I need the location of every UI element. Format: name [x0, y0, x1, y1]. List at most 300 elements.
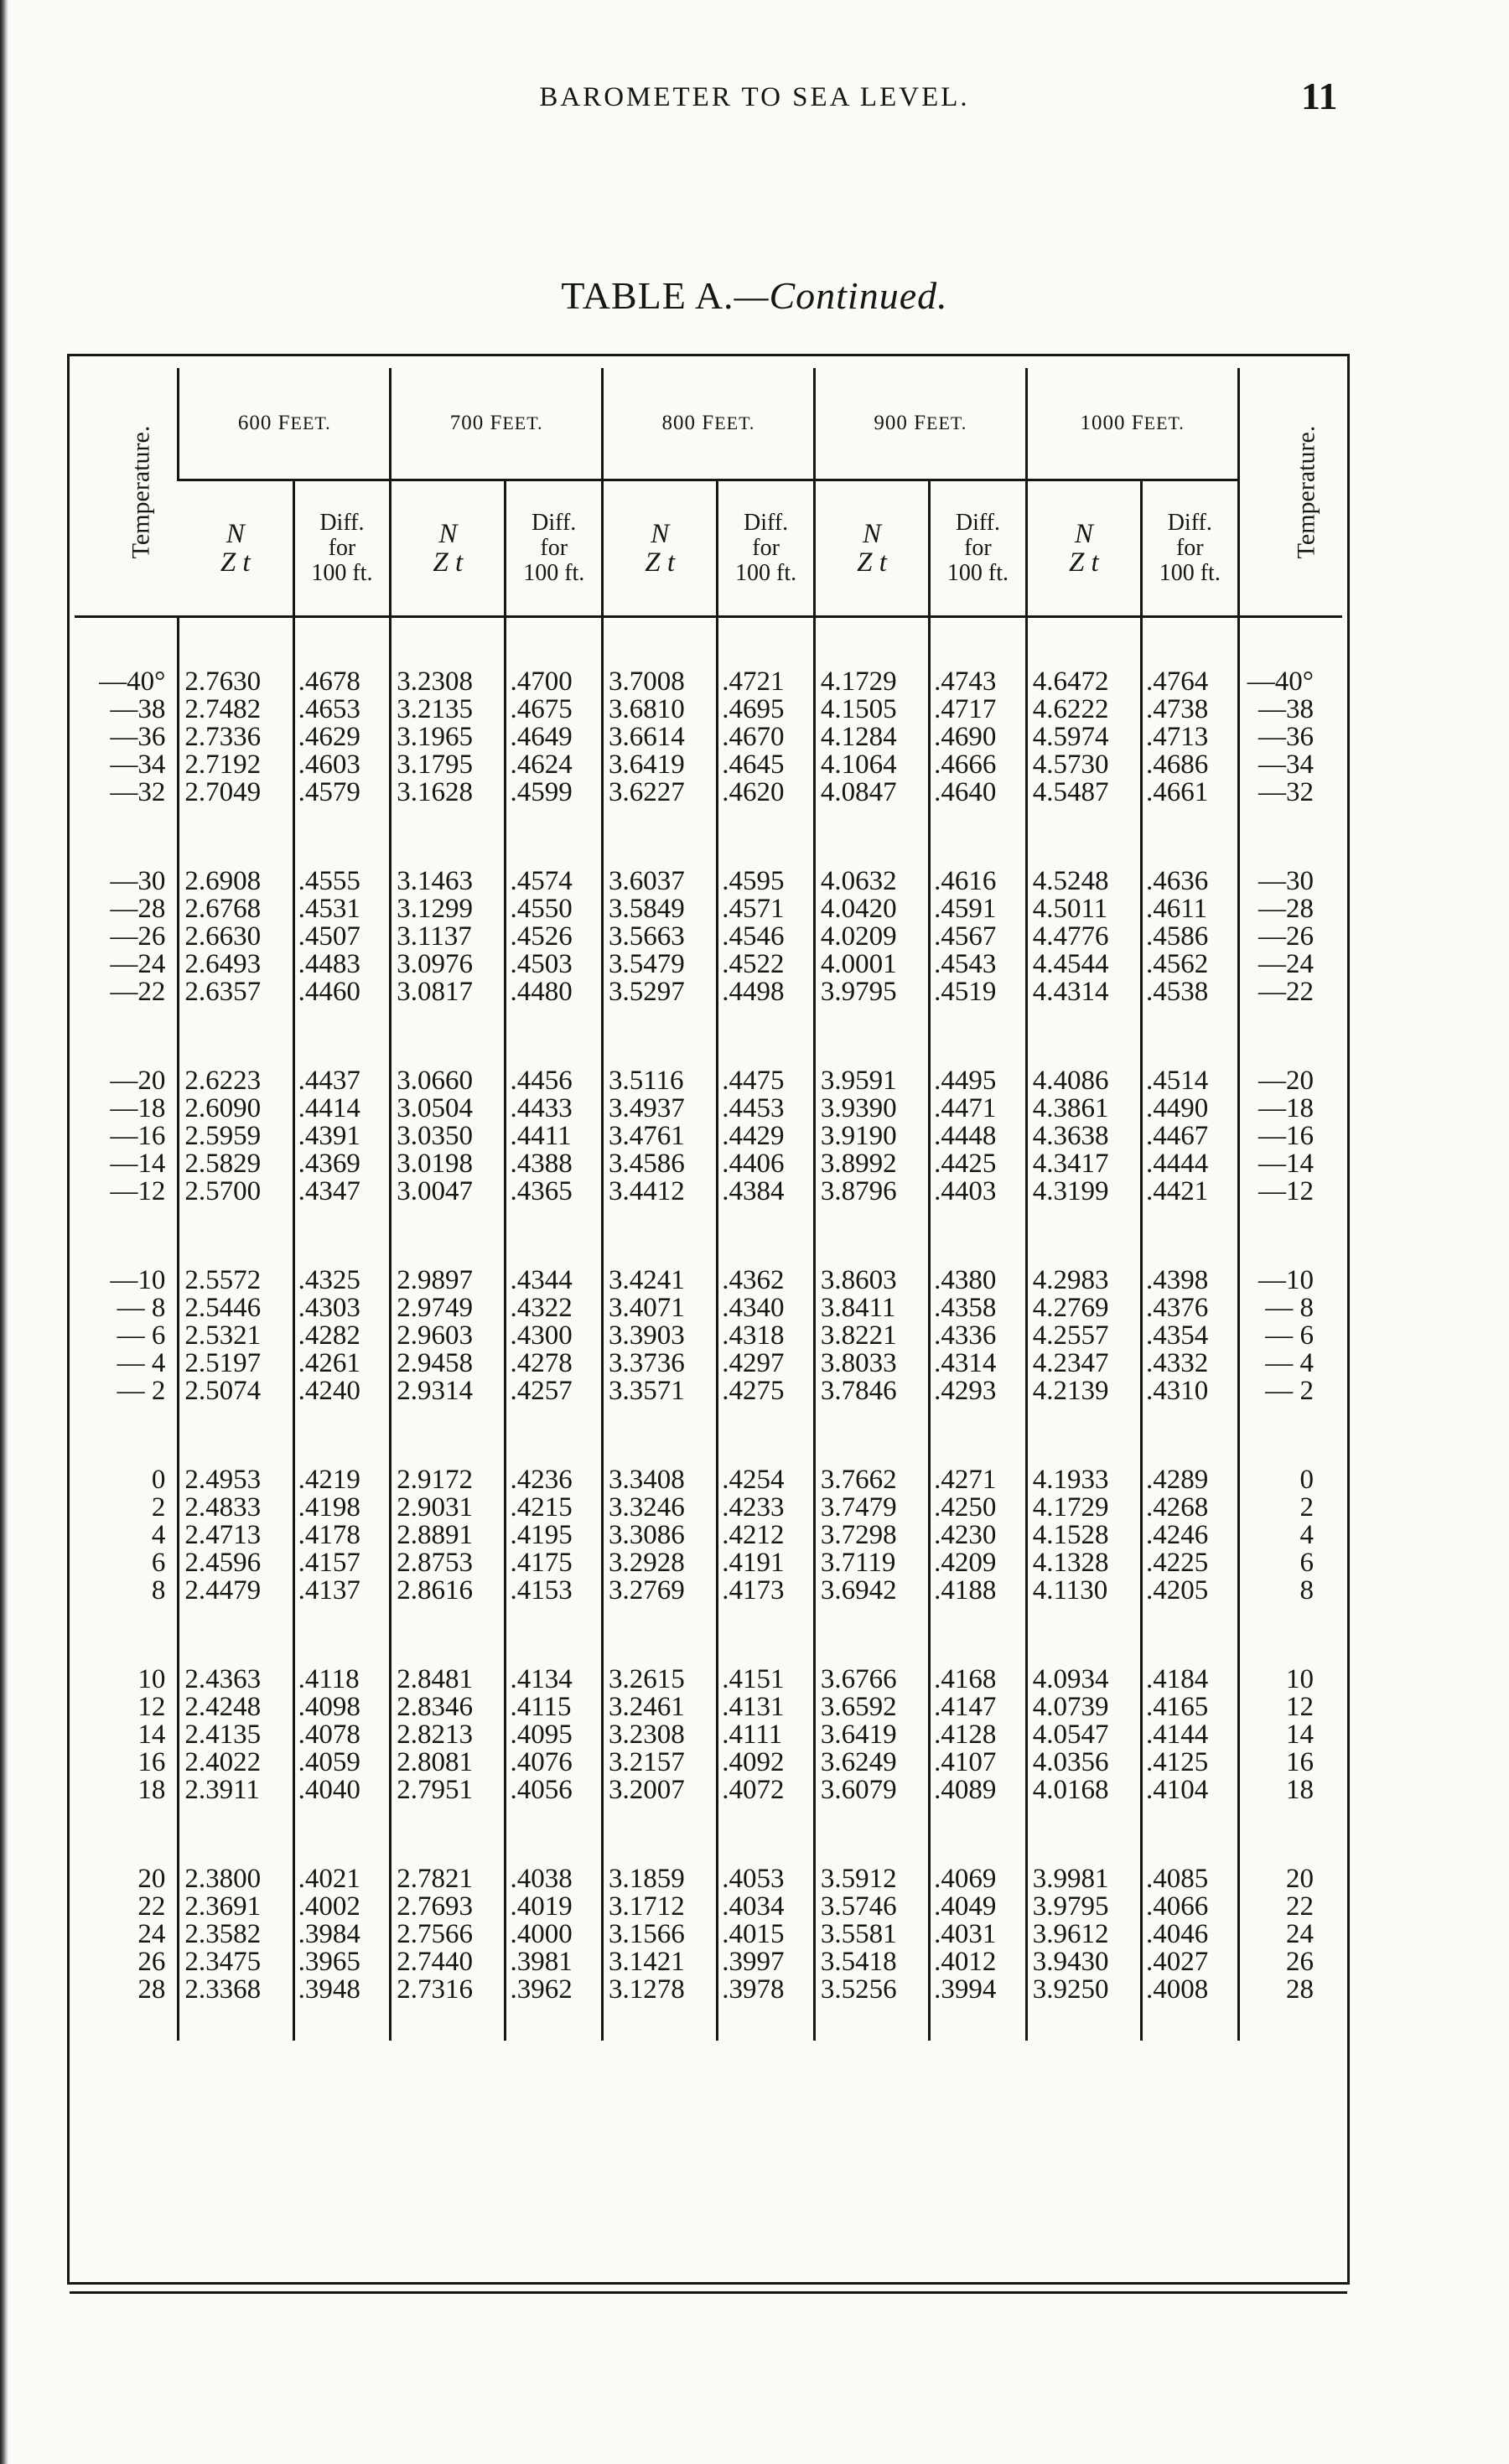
temperature-cell-left: 20	[137, 1864, 166, 1894]
spacer-cell	[506, 1405, 603, 1466]
subheader-row	[75, 480, 1342, 617]
n-over-zt-cell: 3.2461	[603, 1694, 718, 1721]
n-over-zt-cell: 3.6592	[814, 1694, 929, 1721]
table-row	[75, 1095, 1342, 1123]
diff-cell: .4429	[718, 1123, 815, 1150]
spacer-cell	[814, 617, 929, 669]
diff-cell: .4125	[1141, 1749, 1238, 1777]
diff-header-line: Diff.	[319, 510, 365, 536]
spacer-cell	[1026, 1804, 1141, 1865]
diff-per-100ft-header	[718, 480, 815, 617]
spacer-cell	[718, 1605, 815, 1666]
temperature-cell-right: 18	[1238, 1777, 1342, 1804]
temperature-cell-left: 10	[137, 1664, 166, 1694]
n-over-zt-cell: 3.2157	[603, 1749, 718, 1777]
temperature-cell-right: —24	[1238, 951, 1342, 978]
diff-cell: .4411	[506, 1123, 603, 1150]
diff-cell: .4503	[506, 951, 603, 978]
temperature-column-header-left: Temperature.	[75, 368, 179, 617]
n-over-zt-cell: 4.1064	[814, 751, 929, 779]
spacer-cell	[603, 1405, 718, 1466]
temperature-cell-right: 24	[1238, 1921, 1342, 1948]
table-row	[75, 951, 1342, 978]
n-over-zt-cell: 3.6942	[814, 1577, 929, 1605]
diff-cell: .4128	[930, 1721, 1027, 1749]
n-over-zt-cell: 3.1628	[391, 779, 506, 807]
n-over-zt-cell: 2.7316	[391, 1976, 506, 2004]
spacer-cell	[179, 1804, 293, 1865]
n-over-zt-cell: 2.9458	[391, 1350, 506, 1377]
n-over-zt-cell: 3.3246	[603, 1494, 718, 1522]
diff-header-line: 100 ft.	[311, 560, 373, 586]
n-over-zt-cell: 2.4022	[179, 1749, 293, 1777]
n-over-zt-cell: 4.2557	[1026, 1322, 1141, 1350]
temperature-cell-left: —28	[110, 894, 166, 924]
diff-cell: .4498	[718, 978, 815, 1006]
n-over-zt-cell: 2.7693	[391, 1893, 506, 1921]
diff-header-line: for	[752, 535, 780, 561]
diff-header-line: Diff.	[1167, 510, 1212, 536]
diff-cell: .4670	[718, 724, 815, 751]
temperature-cell-right: 0	[1238, 1466, 1342, 1494]
diff-cell: .4310	[1141, 1377, 1238, 1405]
diff-cell: .4531	[293, 895, 391, 923]
n-over-zt-cell: 3.2007	[603, 1777, 718, 1804]
n-over-zt-cell: 4.6472	[1026, 668, 1141, 696]
spacer-cell	[1141, 2004, 1238, 2041]
diff-cell: .4595	[718, 868, 815, 895]
n-over-zt-cell: 3.6249	[814, 1749, 929, 1777]
spacer-cell	[75, 1206, 179, 1267]
n-over-zt-cell: 2.7566	[391, 1921, 506, 1948]
diff-cell: .4240	[293, 1377, 391, 1405]
diff-cell: .4219	[293, 1466, 391, 1494]
diff-cell: .4053	[718, 1865, 815, 1893]
spacer-cell	[718, 2004, 815, 2041]
n-over-zt-cell: 3.3903	[603, 1322, 718, 1350]
diff-cell: .4640	[930, 779, 1027, 807]
spacer-cell	[1141, 807, 1238, 868]
temperature-cell-left: —24	[110, 949, 166, 979]
table-row	[75, 1150, 1342, 1178]
diff-cell: .4475	[718, 1067, 815, 1095]
diff-cell: .4012	[930, 1948, 1027, 1976]
n-over-zt-cell: 2.9749	[391, 1294, 506, 1322]
n-over-zt-cell: 2.4953	[179, 1466, 293, 1494]
n-over-zt-cell: 3.1278	[603, 1976, 718, 2004]
n-over-zt-cell: 3.8992	[814, 1150, 929, 1178]
spacer-cell	[603, 1206, 718, 1267]
table-row	[75, 1267, 1342, 1294]
spacer-cell	[391, 1405, 506, 1466]
temperature-cell-right: — 4	[1238, 1350, 1342, 1377]
n-over-zt-cell: 3.1463	[391, 868, 506, 895]
n-over-zt-cell: 3.0198	[391, 1150, 506, 1178]
n-over-zt-cell: 3.3571	[603, 1377, 718, 1405]
temperature-cell-right: —10	[1238, 1267, 1342, 1294]
n-over-zt-cell: 3.9430	[1026, 1948, 1141, 1976]
n-over-zt-cell: 3.0660	[391, 1067, 506, 1095]
diff-header-line: 100 ft.	[735, 560, 797, 586]
table-row	[75, 1178, 1342, 1206]
diff-cell: .4550	[506, 895, 603, 923]
diff-cell: .4173	[718, 1577, 815, 1605]
temperature-cell-left: —30	[110, 866, 166, 896]
table-row	[75, 1522, 1342, 1549]
diff-cell: .4414	[293, 1095, 391, 1123]
n-over-zt-cell: 3.5479	[603, 951, 718, 978]
n-over-zt-cell: 2.5700	[179, 1178, 293, 1206]
n-over-zt-cell: 3.8411	[814, 1294, 929, 1322]
diff-cell: .4198	[293, 1494, 391, 1522]
diff-cell: .4444	[1141, 1150, 1238, 1178]
spacer-cell	[1238, 1605, 1342, 1666]
n-over-zt-cell: 3.6037	[603, 868, 718, 895]
block-spacer	[75, 2004, 1342, 2041]
block-spacer	[75, 1405, 1342, 1466]
diff-cell: .4175	[506, 1549, 603, 1577]
spacer-cell	[75, 1804, 179, 1865]
spacer-cell	[391, 1206, 506, 1267]
temperature-cell-right: 8	[1238, 1577, 1342, 1605]
temperature-cell-right: 4	[1238, 1522, 1342, 1549]
diff-cell: .4303	[293, 1294, 391, 1322]
n-over-zt-cell: 4.3417	[1026, 1150, 1141, 1178]
spacer-cell	[930, 617, 1027, 669]
diff-cell: .4078	[293, 1721, 391, 1749]
spacer-cell	[718, 807, 815, 868]
n-over-zt-cell: 3.5849	[603, 895, 718, 923]
temperature-cell-left: —10	[110, 1265, 166, 1295]
diff-cell: .4507	[293, 923, 391, 951]
diff-cell: .4354	[1141, 1322, 1238, 1350]
n-over-zt-cell: 3.8603	[814, 1267, 929, 1294]
table-row	[75, 1549, 1342, 1577]
n-over-zt-cell: 3.5418	[814, 1948, 929, 1976]
spacer-cell	[293, 807, 391, 868]
temperature-cell-left: —16	[110, 1121, 166, 1151]
table-row	[75, 1123, 1342, 1150]
n-over-zt-cell: 2.6090	[179, 1095, 293, 1123]
n-over-zt-cell: 3.7846	[814, 1377, 929, 1405]
n-over-zt-cell: 2.6908	[179, 868, 293, 895]
table-row	[75, 1721, 1342, 1749]
n-over-zt-cell: 3.6227	[603, 779, 718, 807]
n-over-zt-cell: 2.7630	[179, 668, 293, 696]
diff-cell: .4603	[293, 751, 391, 779]
spacer-cell	[1141, 1405, 1238, 1466]
table-row	[75, 868, 1342, 895]
n-over-zt-cell: 3.1859	[603, 1865, 718, 1893]
zt-label: Z t	[857, 547, 887, 578]
diff-cell: .4153	[506, 1577, 603, 1605]
diff-cell: .3984	[293, 1921, 391, 1948]
n-over-zt-cell: 2.8481	[391, 1666, 506, 1694]
n-over-zt-cell: 4.5730	[1026, 751, 1141, 779]
diff-cell: .4168	[930, 1666, 1027, 1694]
n-over-zt-cell: 2.9031	[391, 1494, 506, 1522]
spacer-cell	[179, 1405, 293, 1466]
diff-cell: .4495	[930, 1067, 1027, 1095]
diff-cell: .4480	[506, 978, 603, 1006]
diff-cell: .4591	[930, 895, 1027, 923]
temperature-cell-right: 6	[1238, 1549, 1342, 1577]
spacer-cell	[1026, 2004, 1141, 2041]
spacer-cell	[179, 1206, 293, 1267]
table-row	[75, 779, 1342, 807]
temperature-cell-right: 28	[1238, 1976, 1342, 2004]
block-spacer	[75, 1605, 1342, 1666]
spacer-cell	[814, 1006, 929, 1067]
diff-cell: .4675	[506, 696, 603, 724]
spacer-cell	[718, 1804, 815, 1865]
diff-cell: .4000	[506, 1921, 603, 1948]
diff-cell: .4661	[1141, 779, 1238, 807]
temperature-cell-right: —16	[1238, 1123, 1342, 1150]
diff-cell: .4118	[293, 1666, 391, 1694]
diff-cell: .4586	[1141, 923, 1238, 951]
diff-header-line: for	[1175, 535, 1204, 561]
diff-cell: .4157	[293, 1549, 391, 1577]
n-over-zt-cell: 2.9314	[391, 1377, 506, 1405]
diff-cell: .4250	[930, 1494, 1027, 1522]
temperature-cell-right: 2	[1238, 1494, 1342, 1522]
table-row	[75, 1921, 1342, 1948]
diff-cell: .4300	[506, 1322, 603, 1350]
n-over-zt-cell: 2.5446	[179, 1294, 293, 1322]
diff-cell: .4743	[930, 668, 1027, 696]
temperature-cell-left: —14	[110, 1149, 166, 1179]
spacer-cell	[391, 1006, 506, 1067]
diff-cell: .4021	[293, 1865, 391, 1893]
table-row	[75, 1666, 1342, 1694]
spacer-cell	[603, 1804, 718, 1865]
temperature-cell-left: —22	[110, 977, 166, 1007]
diff-cell: .4384	[718, 1178, 815, 1206]
n-label: N	[651, 519, 670, 549]
n-over-zt-cell: 3.3408	[603, 1466, 718, 1494]
spacer-cell	[814, 1405, 929, 1466]
table-row	[75, 1976, 1342, 2004]
diff-cell: .3978	[718, 1976, 815, 2004]
n-over-zt-cell: 3.6810	[603, 696, 718, 724]
diff-cell: .4031	[930, 1921, 1027, 1948]
spacer-cell	[930, 1804, 1027, 1865]
temperature-cell-right: —20	[1238, 1067, 1342, 1095]
table-body	[75, 617, 1342, 2041]
n-over-zt-cell: 4.4314	[1026, 978, 1141, 1006]
temperature-cell-right: —38	[1238, 696, 1342, 724]
n-over-zt-cell: 3.5256	[814, 1976, 929, 2004]
diff-header-line: Diff.	[532, 510, 577, 536]
diff-cell: .4721	[718, 668, 815, 696]
n-over-zt-cell: 3.6079	[814, 1777, 929, 1804]
diff-cell: .4453	[718, 1095, 815, 1123]
diff-cell: .4332	[1141, 1350, 1238, 1377]
n-over-zt-cell: 2.6223	[179, 1067, 293, 1095]
diff-cell: .4690	[930, 724, 1027, 751]
diff-cell: .4046	[1141, 1921, 1238, 1948]
temperature-cell-right: —30	[1238, 868, 1342, 895]
diff-header-line: Diff.	[744, 510, 789, 536]
diff-cell: .4437	[293, 1067, 391, 1095]
diff-cell: .4567	[930, 923, 1027, 951]
table-title-main: TABLE A.	[561, 274, 734, 317]
n-over-zt-cell: 4.0934	[1026, 1666, 1141, 1694]
spacer-cell	[930, 1206, 1027, 1267]
table-row	[75, 895, 1342, 923]
diff-cell: .4398	[1141, 1267, 1238, 1294]
diff-cell: .4403	[930, 1178, 1027, 1206]
diff-cell: .4195	[506, 1522, 603, 1549]
n-over-zt-cell: 3.7008	[603, 668, 718, 696]
diff-cell: .4212	[718, 1522, 815, 1549]
diff-cell: .4261	[293, 1350, 391, 1377]
temperature-cell-right: — 6	[1238, 1322, 1342, 1350]
spacer-cell	[179, 807, 293, 868]
diff-cell: .4358	[930, 1294, 1027, 1322]
n-over-zt-cell: 4.4544	[1026, 951, 1141, 978]
diff-cell: .4620	[718, 779, 815, 807]
diff-cell: .4318	[718, 1322, 815, 1350]
temperature-cell-right: —18	[1238, 1095, 1342, 1123]
table-row	[75, 668, 1342, 696]
n-over-zt-cell: 2.5197	[179, 1350, 293, 1377]
temperature-cell-left: 18	[137, 1775, 166, 1805]
temperature-cell-left: —32	[110, 777, 166, 807]
temperature-cell-right: —28	[1238, 895, 1342, 923]
temperature-cell-left: —26	[110, 921, 166, 952]
temperature-cell-left: 0	[151, 1465, 166, 1495]
spacer-cell	[1026, 617, 1141, 669]
temperature-cell-left: — 4	[117, 1348, 166, 1378]
temperature-cell-left: —12	[110, 1176, 166, 1206]
n-over-zt-cell: 3.6614	[603, 724, 718, 751]
temperature-cell-right: —40°	[1238, 668, 1342, 696]
n-over-zt-cell: 3.9795	[814, 978, 929, 1006]
diff-cell: .3965	[293, 1948, 391, 1976]
n-over-zt-cell: 4.3638	[1026, 1123, 1141, 1150]
n-over-zt-cell: 4.1729	[814, 668, 929, 696]
diff-cell: .4562	[1141, 951, 1238, 978]
n-over-zt-cell: 2.6630	[179, 923, 293, 951]
diff-cell: .4519	[930, 978, 1027, 1006]
diff-cell: .4483	[293, 951, 391, 978]
temperature-cell-left: —18	[110, 1093, 166, 1123]
n-over-zt-cell: 3.6766	[814, 1666, 929, 1694]
n-over-zt-cell: 2.5321	[179, 1322, 293, 1350]
n-over-zt-cell: 3.0817	[391, 978, 506, 1006]
diff-cell: .4406	[718, 1150, 815, 1178]
diff-header-line: 100 ft.	[946, 560, 1009, 586]
diff-cell: .3997	[718, 1948, 815, 1976]
spacer-cell	[718, 617, 815, 669]
spacer-cell	[1238, 1206, 1342, 1267]
n-over-zt-cell: 3.5663	[603, 923, 718, 951]
diff-cell: .4448	[930, 1123, 1027, 1150]
diff-cell: .4069	[930, 1865, 1027, 1893]
spacer-cell	[1238, 617, 1342, 669]
diff-cell: .4165	[1141, 1694, 1238, 1721]
n-over-zt-cell: 3.8033	[814, 1350, 929, 1377]
n-over-zt-cell: 2.3582	[179, 1921, 293, 1948]
reduction-table	[75, 368, 1342, 2041]
temperature-cell-right: 16	[1238, 1749, 1342, 1777]
n-over-zt-cell: 4.0356	[1026, 1749, 1141, 1777]
n-over-zt-cell: 3.1137	[391, 923, 506, 951]
block-spacer	[75, 1206, 1342, 1267]
diff-cell: .3981	[506, 1948, 603, 1976]
diff-cell: .4115	[506, 1694, 603, 1721]
n-over-zt-cell: 3.2308	[603, 1721, 718, 1749]
diff-cell: .4471	[930, 1095, 1027, 1123]
diff-header-line: for	[328, 535, 356, 561]
diff-cell: .4230	[930, 1522, 1027, 1549]
diff-cell: .4215	[506, 1494, 603, 1522]
spacer-cell	[930, 1605, 1027, 1666]
diff-cell: .4546	[718, 923, 815, 951]
n-over-zt-cell: 4.0739	[1026, 1694, 1141, 1721]
table-row	[75, 1322, 1342, 1350]
n-over-zt-cell: 2.4363	[179, 1666, 293, 1694]
spacer-cell	[930, 1405, 1027, 1466]
spacer-cell	[391, 1605, 506, 1666]
n-over-zt-cell: 3.5116	[603, 1067, 718, 1095]
table-title-continued: —Continued.	[734, 274, 948, 317]
n-over-zt-cell: 3.4586	[603, 1150, 718, 1178]
n-over-zt-cell: 2.4713	[179, 1522, 293, 1549]
diff-cell: .4111	[718, 1721, 815, 1749]
temperature-cell-right: 10	[1238, 1666, 1342, 1694]
n-over-zt-cell: 4.0001	[814, 951, 929, 978]
temperature-cell-left: —40°	[99, 667, 166, 697]
n-over-zt-cell: 2.3800	[179, 1865, 293, 1893]
n-over-zt-cell: 2.9172	[391, 1466, 506, 1494]
n-over-zt-cell: 3.6419	[603, 751, 718, 779]
diff-cell: .4713	[1141, 724, 1238, 751]
zt-label: Z t	[1068, 547, 1099, 578]
n-over-zt-header	[179, 480, 293, 617]
diff-cell: .4076	[506, 1749, 603, 1777]
spacer-cell	[506, 2004, 603, 2041]
temperature-cell-left: 26	[137, 1947, 166, 1977]
n-over-zt-cell: 2.6357	[179, 978, 293, 1006]
spacer-cell	[603, 1605, 718, 1666]
spacer-cell	[506, 1605, 603, 1666]
diff-per-100ft-header	[930, 480, 1027, 617]
spacer-cell	[603, 2004, 718, 2041]
diff-cell: .4040	[293, 1777, 391, 1804]
diff-cell: .4467	[1141, 1123, 1238, 1150]
diff-cell: .4147	[930, 1694, 1027, 1721]
n-over-zt-cell: 2.8891	[391, 1522, 506, 1549]
n-over-zt-cell: 3.9190	[814, 1123, 929, 1150]
diff-cell: .4700	[506, 668, 603, 696]
diff-cell: .4289	[1141, 1466, 1238, 1494]
diff-cell: .4336	[930, 1322, 1027, 1350]
n-over-zt-cell: 2.5074	[179, 1377, 293, 1405]
spacer-cell	[75, 617, 179, 669]
temperature-cell-right: —14	[1238, 1150, 1342, 1178]
table-row	[75, 1494, 1342, 1522]
n-over-zt-cell: 4.5974	[1026, 724, 1141, 751]
temperature-cell-left: 24	[137, 1919, 166, 1949]
n-over-zt-cell: 4.0632	[814, 868, 929, 895]
diff-cell: .4555	[293, 868, 391, 895]
block-spacer	[75, 617, 1342, 669]
temperature-cell-right: 22	[1238, 1893, 1342, 1921]
spacer-cell	[75, 1605, 179, 1666]
